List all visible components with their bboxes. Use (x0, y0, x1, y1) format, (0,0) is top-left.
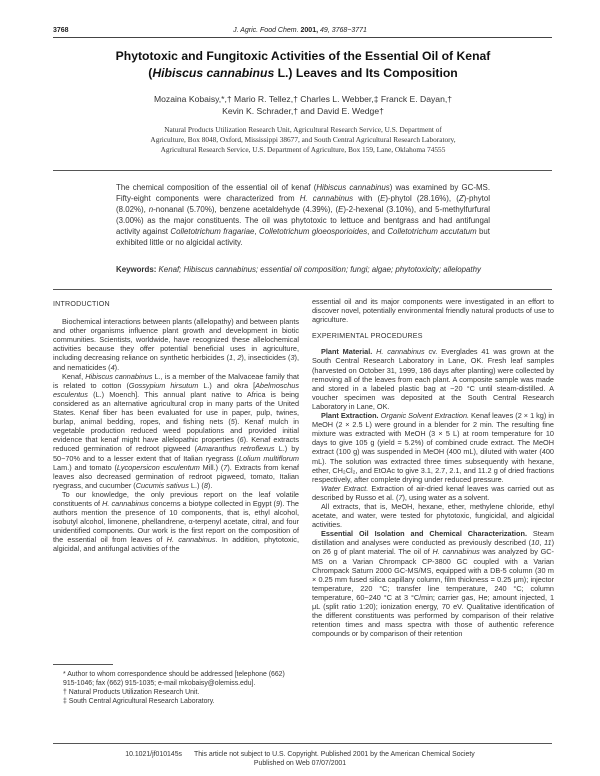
italic-run: 2 (237, 353, 242, 363)
text-run: Steam distillation and analyses were conducted as previously described ( (312, 529, 554, 548)
italic-run: Water Extract. (321, 483, 369, 493)
italic-run: H. cannabinus (166, 535, 216, 545)
italic-run: 8 (203, 480, 208, 490)
title-line-1: Phytotoxic and Fungitoxic Activities of the Essential Oil of Kenaf (115, 49, 491, 63)
italic-run: Lolium multiflorum (238, 453, 299, 463)
text-run: ) on 26 g of plant material. The oil of (312, 538, 554, 557)
italic-run: Lycopersicon esculentum (116, 462, 200, 472)
intro-paragraph (53, 317, 299, 372)
page-number: 3768 (53, 27, 69, 34)
italic-run: 3 (290, 353, 295, 363)
text-run: Lam.) and tomato ( (53, 462, 117, 472)
intro-continuation: essential oil and its major components were investigated in an effort to discover novel, potentially environmental friendly natural products of use to agriculture. (312, 297, 554, 325)
published-date: Published on Web 07/07/2001 (253, 760, 347, 767)
text-run: ). (114, 362, 120, 372)
title-paren: ( (148, 66, 153, 80)
text-run: Biochemical interactions between plants (allelopathy) and between plants and other organisms influence plant growth and development in biotic communities. Scientists, worldwide, have recognized these allelochemical activities because they offer potential beneficial uses in agriculture, including decreasing reliance on synthetic herbicides ( (53, 317, 299, 363)
text-run: cv. Everglades 41 was grown at the South Central Research Laboratory in Lane, OK. Fresh leaf samples (harvested on October 31, 1999, 186 days after planting) were collected by removing all of the leaves from each plant. A composite sample was made and stored in a labeled plastic bag at −20 °C until steam-distilled. A voucher specimen was deposited at the South Central Research Laboratory in Lane, OK. (312, 347, 554, 411)
italic-run: 1 (229, 353, 234, 363)
footer-rule (53, 743, 552, 744)
italic-run: Abelmoschus esculentus (53, 380, 299, 399)
journal-volume: 49, (320, 27, 330, 34)
italic-run: Cucumis sativus (135, 480, 189, 490)
essential-oil-body (312, 529, 554, 638)
text-run: but exhibited little or no algicidal activity. (116, 226, 490, 247)
text-run: was analyzed by GC-MS on a Varian Chrompack CP-3800 GC coupled with a Varian Chrompack Saturn 2000 GC-MS/MS, equipped with a DB-5 column (30 m × 0.25 mm fused silica capillary column, film thickness = 0.25 μm); injector temperature, 220 °C; transfer line temperature, 240 °C; column temperature, 60−240 °C at 3 °C/min; carrier gas, He; amount injected, 1 μL (split ratio 1:20); ionization energy, 70 eV. Qualitative identification of the different constituents was performed by comparison of their relative retention times and mass spectra with those of authentic reference compounds or by comparison of their retention (312, 547, 554, 639)
italic-run: 7 (223, 462, 228, 472)
italic-run: H. cannabinus (432, 547, 480, 557)
running-header (0, 27, 600, 34)
italic-run: 5 (230, 417, 235, 427)
text-run: )-2-hexenal (3.10%), and 5-methylfurfural (3.00%) as the major constituents. The oil was phytotoxic to lettuce and bentgrass and had antifungal activity against (116, 204, 490, 236)
italic-run: Hibiscus cannabinus (316, 183, 390, 192)
text-run: The chemical composition of the essential oil of kenaf ( (116, 183, 317, 192)
text-run: L., is a member of the Malvaceae family that is related to cotton ( (53, 371, 299, 390)
copyright: This article not subject to U.S. Copyright. Published 2001 by the American Chemical Society (193, 751, 475, 758)
italic-run: Organic Solvent Extraction. (380, 411, 470, 421)
text-run: )-phytol (28.16%), ( (385, 193, 459, 203)
essential-oil-head: Essential Oil Isolation and Chemical Characterization. (321, 529, 527, 539)
text-run: ), insecticides ( (241, 353, 291, 363)
keywords-label: Keywords: (116, 265, 157, 274)
italic-run: H. cannabinus (102, 498, 149, 508)
italic-run: E (380, 193, 386, 203)
doi: 10.1021/jf010145s (125, 751, 182, 758)
text-run: , (539, 538, 544, 548)
plant-extraction-body (312, 411, 554, 484)
italic-run: Colletotrichum accutatum (387, 226, 477, 236)
text-run: )-phytol (8.02%), (116, 193, 491, 214)
abstract-bottom-rule (53, 289, 552, 290)
authors-line-2: Kevin K. Schrader,† and David E. Wedge† (222, 106, 384, 116)
journal-pages: 3768−3771 (331, 27, 367, 34)
text-run: (L.) Moench]. This annual plant native to Africa is being considered as an alternative agricultural crop in many parts of the United States. Kenaf fiber has been evaluated for use in paper, pulp, twines, burlap, animal bedding, ropes, and fishing nets ( (53, 389, 299, 427)
italic-run: 6 (239, 435, 244, 445)
essential-oil-paragraph (312, 529, 554, 638)
italic-run: 7 (398, 492, 403, 502)
text-run: L.) ( (188, 480, 204, 490)
italic-run: Colletotrichum gloeosporioides (259, 226, 368, 236)
italic-run: H. cannabinus (376, 347, 425, 357)
text-run: ), and nematicides ( (53, 353, 299, 372)
text-run: ) was examined by GC-MS. Fifty-eight components were characterized from (116, 183, 491, 203)
footnote-affil-2: ‡ South Central Agricultural Research Laboratory. (63, 698, 215, 705)
text-run: L.) and okra [ (198, 380, 256, 390)
left-column (53, 297, 299, 554)
italic-run: Gossypium hirsutum (128, 380, 199, 390)
text-run: ). Kenaf extracts reduced germination of redroot pigweed ( (53, 435, 299, 454)
authors-line-1: Mozaina Kobaisy,*,† Mario R. Tellez,† Charles L. Webber,‡ Franck E. Dayan,† (153, 94, 453, 104)
abstract (116, 183, 490, 248)
text-run: Kenaf, (62, 371, 86, 381)
italic-run: 11 (543, 538, 552, 548)
italic-run: H. cannabinus (299, 193, 354, 203)
footnote-rule (53, 664, 113, 665)
affiliation (80, 125, 526, 155)
footnote-correspondence: * Author to whom correspondence should be addressed [telephone (662) 915-1046; fax (662) 915-1035; e-mail mkobaisy@olemiss.edu]. (63, 671, 285, 687)
introduction-heading: INTRODUCTION (53, 300, 110, 308)
intro-paragraph (53, 372, 299, 490)
text-run: ). Extracts from kenaf leaves also decreased germination of redroot pigweed, tomato, Italian ryegrass, and cucumber ( (53, 462, 299, 490)
footnotes (53, 670, 299, 706)
text-run: concerns a biotype collected in Egypt ( (148, 498, 276, 508)
intro-paragraph (53, 490, 299, 554)
text-run: . In addition, phytotoxic, algicidal, and antifungal activities of the (53, 535, 299, 554)
text-run: L.) by 50−70% and to a lesser extent that of Italian ryegrass ( (53, 444, 299, 463)
text-run: , (233, 353, 238, 363)
text-run: To our knowledge, the only previous report on the leaf volatile constituents of (53, 489, 299, 508)
text-run: Mill.) ( (199, 462, 224, 472)
text-run: ). (207, 480, 213, 490)
text-run: ). The authors mention the presence of 10 components, that is, ethyl alcohol, isobutyl alcohol, limonene, phellandrene, α-terpenyl acetate, citral, and four unidentified components. Our work is the first report on the composition of the essential oil from leaves of (53, 498, 299, 545)
text-run: , and (367, 226, 388, 236)
italic-run: Z (458, 193, 464, 203)
italic-run: n (148, 204, 154, 214)
author-list (53, 93, 553, 117)
keywords-list: Kenaf; Hibiscus cannabinus; essential oil composition; fungi; algae; phytotoxicity; allelopathy (158, 265, 481, 274)
keywords (116, 265, 490, 276)
paper-title (53, 48, 553, 82)
affiliation-line: Natural Products Utilization Research Unit, Agricultural Research Service, U.S. Department of (164, 125, 442, 134)
page-footer (0, 750, 600, 768)
plant-material-body (312, 347, 554, 411)
plant-extraction-paragraph (312, 411, 554, 484)
right-column (312, 297, 554, 638)
italic-run: 9 (275, 498, 281, 508)
text-run: with ( (353, 193, 381, 203)
text-run: ), using water as a solvent. (402, 492, 490, 502)
italic-run: E (338, 204, 344, 214)
italic-run: Hibiscus cannabinus (85, 371, 153, 381)
affiliation-line: Agriculture, Box 8048, Oxford, Mississippi 38677, and South Central Agricultural Research Laboratory, (150, 135, 456, 144)
water-extract-paragraph (312, 484, 554, 502)
text-run: ). Kenaf mulch in vegetable production reduced weed populations and provided initial evidence that kenaf might have allelopathic properties ( (53, 417, 299, 445)
text-run: -nonanal (5.70%), benzene acetaldehyde (4.39%), ( (153, 204, 339, 214)
affiliation-line: Agricultural Research Service, U.S. Department of Agriculture, Box 159, Lane, Oklahoma 74555 (160, 145, 446, 154)
plant-material-paragraph (312, 347, 554, 411)
journal-year: 2001, (300, 27, 319, 34)
italic-run: 4 (110, 362, 115, 372)
title-rest: L.) Leaves and Its Composition (274, 66, 458, 80)
text-run: , (254, 226, 260, 236)
plant-extraction-head: Plant Extraction. (321, 411, 379, 421)
header-rule (53, 37, 552, 38)
text-run: Extraction of air-dried kenaf leaves was carried out as described by Russo et al. ( (312, 483, 554, 502)
italic-run: Amaranthus retroflexus (196, 444, 275, 454)
abstract-top-rule (53, 170, 552, 171)
plant-material-head: Plant Material. (321, 347, 373, 357)
experimental-heading: EXPERIMENTAL PROCEDURES (312, 332, 423, 341)
italic-run: 10 (531, 538, 540, 548)
journal-name: J. Agric. Food Chem. (233, 27, 299, 34)
all-extracts-paragraph: All extracts, that is, MeOH, hexane, ether, methylene chloride, ethyl acetate, and water, were tested for phytotoxic, fungicidal, and algicidal activities. (312, 501, 554, 530)
footnote-affil-1: † Natural Products Utilization Research Unit. (63, 689, 200, 696)
title-line-2 (53, 65, 553, 82)
title-species: Hibiscus cannabinus (152, 66, 275, 80)
text-run: Kenaf leaves (2 × 1 kg) in MeOH (2 × 2.5 L) were ground in a blender for 2 min. The resulting fine mixture was extracted with MeOH (3 × 5 L) at room temperature for 10 days to give 105 g (yield = 5.2%) of combined crude extract. The MeOH extract (100 g) was suspended in MeOH (400 mL), diluted with water (400 mL). The solution was extracted three times subsequently with hexane, ether, CH₂Cl₂, and EtOAc to give 3.1, 2.7, 2.1, and 11.2 g of dried fractions respectively, after complete drying under reduced pressure. (312, 411, 555, 484)
italic-run: Colletotrichum fragariae (170, 226, 255, 236)
